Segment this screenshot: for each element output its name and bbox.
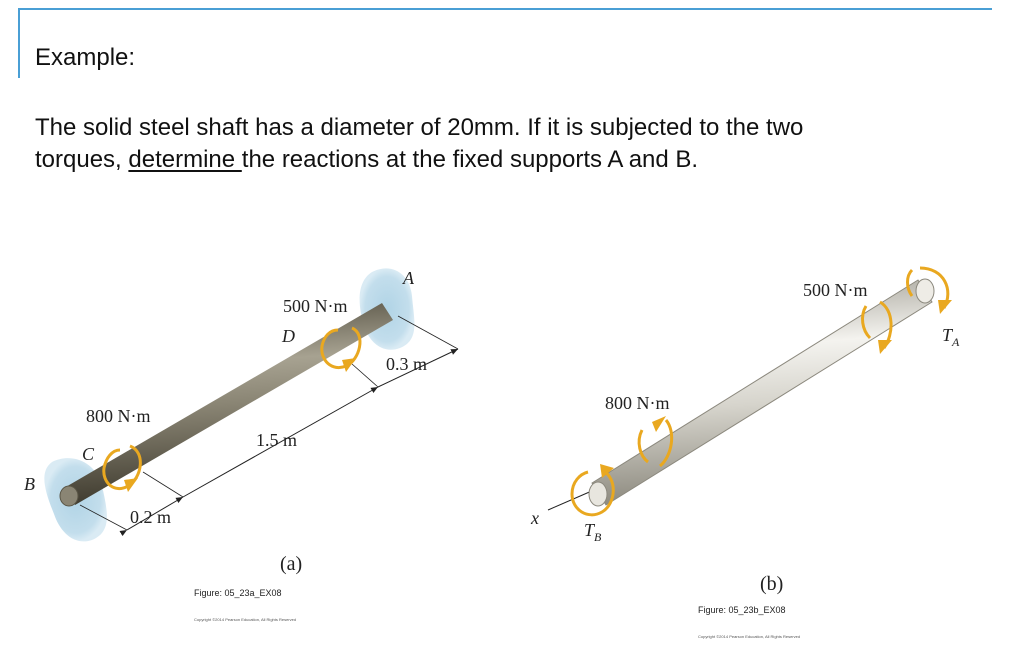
label-reaction-ta-sub: A bbox=[952, 335, 960, 349]
label-support-a: A bbox=[403, 268, 414, 288]
figure-a-label: Figure: 05_23a_EX08 bbox=[194, 588, 282, 598]
torque-arrowhead-c bbox=[124, 478, 138, 492]
label-reaction-ta bbox=[942, 325, 960, 349]
problem-line-1: The solid steel shaft has a diameter of 20mm. If it is subjected to the two bbox=[35, 114, 804, 141]
label-axis-x: x bbox=[531, 508, 539, 528]
figure-b bbox=[530, 268, 960, 639]
slide-heading: Example: bbox=[35, 44, 136, 71]
label-reaction-tb bbox=[584, 520, 602, 544]
figure-b-copyright: Copyright ©2014 Pearson Education, All Rights Reserved bbox=[698, 634, 801, 639]
label-reaction-tb-sub: B bbox=[594, 530, 602, 544]
label-point-d: D bbox=[282, 326, 295, 346]
torque-arrowhead-800 bbox=[652, 416, 666, 432]
figure-b-label: Figure: 05_23b_EX08 bbox=[698, 605, 786, 615]
shaft-a bbox=[64, 303, 393, 505]
shaft-a-end bbox=[60, 486, 78, 506]
label-torque-d: 500 N·m bbox=[283, 296, 348, 316]
figure-b-caption: (b) bbox=[760, 573, 784, 595]
problem-line-2-start: torques, bbox=[35, 146, 129, 173]
figure-a bbox=[24, 268, 458, 622]
figure-a-caption: (a) bbox=[280, 553, 303, 575]
label-torque-c: 800 N·m bbox=[86, 406, 151, 426]
label-torque-800: 800 N·m bbox=[605, 393, 670, 413]
label-dim-ad: 0.3 m bbox=[386, 354, 428, 374]
shaft-b-end-left bbox=[589, 482, 607, 506]
label-point-c: C bbox=[82, 444, 95, 464]
ext-line-c bbox=[143, 472, 183, 497]
label-torque-500: 500 N·m bbox=[803, 280, 868, 300]
ext-line-d bbox=[352, 364, 378, 387]
torque-arrowhead-d bbox=[342, 358, 356, 372]
shaft-b-end-right bbox=[916, 279, 934, 303]
label-dim-dc: 1.5 m bbox=[256, 430, 298, 450]
torque-arrowhead-ta bbox=[938, 300, 952, 314]
problem-line-2-end: the reactions at the fixed supports A and B. bbox=[241, 146, 699, 173]
problem-keyword-determine: determine bbox=[128, 146, 242, 173]
label-dim-cb: 0.2 m bbox=[130, 507, 172, 527]
torque-arrowhead-500 bbox=[878, 340, 892, 354]
label-reaction-ta-main: T bbox=[942, 325, 953, 345]
label-reaction-tb-main: T bbox=[584, 520, 595, 540]
label-support-b: B bbox=[24, 474, 35, 494]
figure-a-copyright: Copyright ©2014 Pearson Education, All Rights Reserved bbox=[194, 617, 297, 622]
